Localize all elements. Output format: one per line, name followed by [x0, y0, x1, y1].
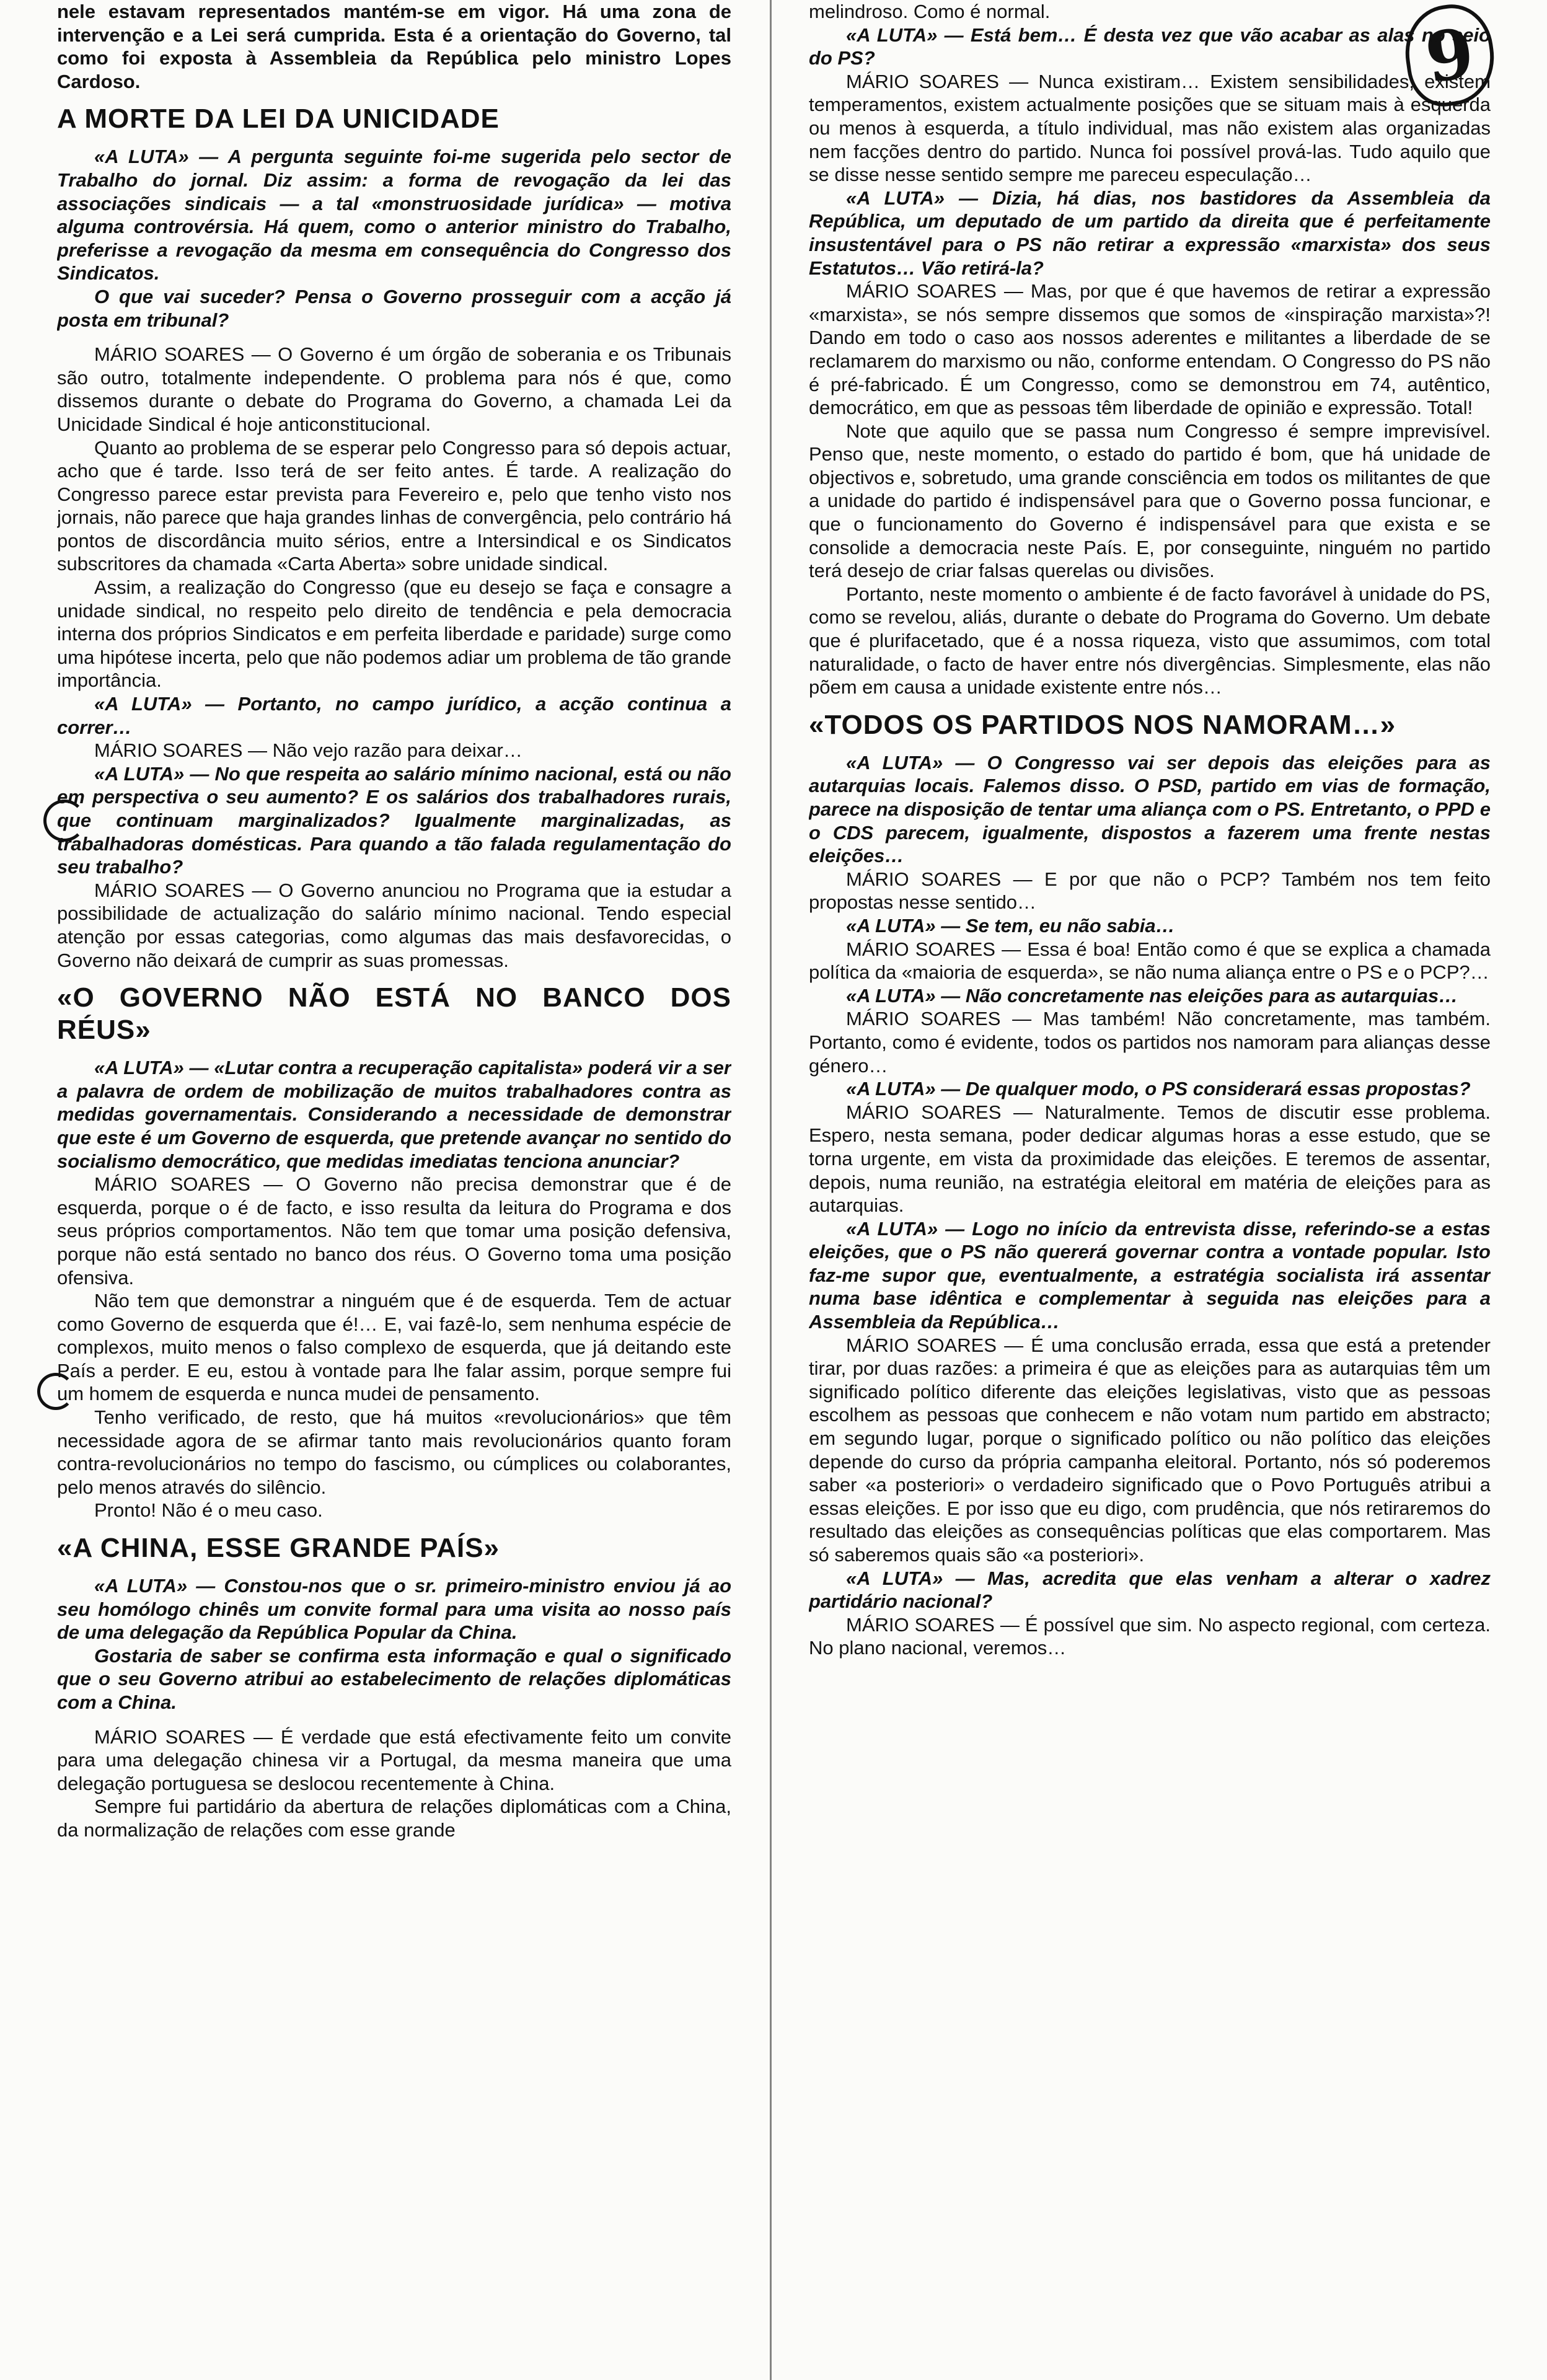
speaker-name: MÁRIO SOARES	[94, 879, 245, 901]
answer-paragraph	[809, 70, 1491, 187]
speaker-name: MÁRIO SOARES	[94, 343, 245, 366]
answer-text: — O Governo não precisa demonstrar que é de esquerda, porque o é de facto, e isso resulta da leitura do Programa e dos seus próprios comportamentos. Não tem que tomar uma posição defensiva, porque não está sentado no banco dos réus. O Governo toma uma posição ofensiva.	[57, 1173, 731, 1289]
question-paragraph: «A LUTA» — Se tem, eu não sabia…	[846, 914, 1175, 937]
paragraph: melindroso. Como é normal.	[809, 1, 1051, 22]
paragraph: nele estavam representados mantém-se em vigor. Há uma zona de intervenção e a Lei será cumprida. Esta é a orientação do Governo, tal como foi exposta à Assembleia da República pelo ministro Lopes Cardoso.	[57, 1, 731, 92]
paragraph: Pronto! Não é o meu caso.	[94, 1499, 323, 1522]
answer-text: — Não vejo razão para deixar…	[242, 739, 522, 762]
answer-text: — Mas, por que é que havemos de retirar a expressão «marxista», se nós sempre dissemos que somos de «inspiração marxista»?! Dando em todo o caso aos nossos aderentes e militantes a liberdade de se reclamarem do marxismo ou não, conforme entendam. O Congresso do PS não é pré-fabricado. É um Congresso, como se demonstrou em 74, autêntico, democrático, em que as pessoas têm liberdade de opinião e expressão. Total!	[809, 280, 1491, 419]
answer-paragraph	[57, 879, 731, 972]
paragraph: Assim, a realização do Congresso (que eu desejo se faça e consagre a unidade sindical, no respeito pelo direito de tendência e pela democracia interna dos próprios Sindicatos e em perfeita liberdade e paridade) surge como uma hipótese incerta, pelo que não podemos adiar um problema de tão grande importância.	[57, 576, 731, 692]
answer-text: — Nunca existiram… Existem sensibilidades, existem temperamentos, existem actualmente posições que se situam mais à esquerda ou menos à esquerda, a título individual, mas não existem alas organizadas nem facções dentro do partido. Nunca foi possível prová-las. Tudo aquilo que se disse nesse sentido sempre me pareceu especulação…	[809, 70, 1491, 186]
answer-text: — É uma conclusão errada, essa que está a pretender tirar, por duas razões: a primeira é que as eleições para as autarquias têm um significado político diferente das eleições legislativas, visto que as pessoas escolhem as pessoas que conhecem e não votam num partido em abstracto; em segundo lugar, porque o significado político ou não político das eleições depende do curso da própria campanha eleitoral. Portanto, nós só poderemos saber «a posteriori» o verdadeiro significado que o Povo Português atribui a essas eleições. E por isso que eu digo, com prudência, que nós retiraremos do resultado das eleições as consequências políticas que elas comportarem. Mas só saberemos quais são «a posteriori».	[809, 1334, 1491, 1566]
handwritten-page-number: 9	[1399, 0, 1500, 111]
question-paragraph: «A LUTA» — A pergunta seguinte foi-me sugerida pelo sector de Trabalho do jornal. Diz assim: a forma de revogação da lei das associações sindicais — a tal «monstruosidade jurídica» — motiva alguma controvérsia. Há quem, como o anterior ministro do Trabalho, preferisse a revogação da mesma em consequência do Congresso dos Sindicatos.	[57, 146, 731, 284]
question-paragraph: «A LUTA» — «Lutar contra a recuperação capitalista» poderá vir a ser a palavra de ordem de mobilização de muitos trabalhadores contra as medidas governamentais. Considerando a necessidade de demonstrar que este é um Governo de esquerda, que pretende avançar no sentido do socialismo democrático, que medidas imediatas tenciona anunciar?	[57, 1057, 731, 1172]
answer-paragraph	[57, 739, 731, 762]
section-heading: «TODOS OS PARTIDOS NOS NAMORAM…»	[809, 709, 1396, 740]
paragraph: Quanto ao problema de se esperar pelo Congresso para só depois actuar, acho que é tarde. Isso terá de ser feito antes. É tarde. A realização do Congresso parece estar prevista para Fevereiro e, pelo que tenho visto nos jornais, não parece que haja grandes linhas de convergência, pelo contrário há pontos de discordância muito sérios, entre a Intersindical e os Sindicatos subscritores da chamada «Carta Aberta» sobre unidade sindical.	[57, 436, 731, 575]
question-paragraph: «A LUTA» — Mas, acredita que elas venham a alterar o xadrez partidário nacional?	[809, 1567, 1491, 1613]
answer-paragraph	[57, 1173, 731, 1289]
paragraph: Não tem que demonstrar a ninguém que é de esquerda. Tem de actuar como Governo de esquerda que é!… E, vai fazê-lo, sem nenhuma espécie de complexos, muito menos o falso complexo de esquerda, que já deitando este País a perder. E eu, estou à vontade para lhe falar assim, porque sempre fui um homem de esquerda e nunca mudei de pensamento.	[57, 1290, 731, 1405]
answer-text: — O Governo é um órgão de soberania e os Tribunais são outro, totalmente independente. O problema para nós é que, como dissemos durante o debate do Programa do Governo, a chamada Lei da Unicidade Sindical é hoje anticonstitucional.	[57, 343, 731, 435]
section-heading: «O GOVERNO NÃO ESTÁ NO BANCO DOS RÉUS»	[57, 982, 731, 1046]
left-column	[57, 0, 731, 2355]
speaker-name: MÁRIO SOARES	[846, 868, 1002, 890]
answer-paragraph	[57, 1726, 731, 1796]
answer-text: — É possível que sim. No aspecto regional, com certeza. No plano nacional, veremos…	[809, 1613, 1491, 1659]
speaker-name: MÁRIO SOARES	[94, 1726, 245, 1748]
question-paragraph: «A LUTA» — Constou-nos que o sr. primeiro-ministro enviou já ao seu homólogo chinês um convite formal para uma visita ao nosso país de uma delegação da República Popular da China.	[57, 1575, 731, 1644]
question-paragraph: Gostaria de saber se confirma esta informação e qual o significado que o seu Governo atribui ao estabelecimento de relações diplomáticas com a China.	[57, 1644, 731, 1713]
question-paragraph: «A LUTA» — Não concretamente nas eleições para as autarquias…	[846, 984, 1458, 1007]
column-divider	[770, 0, 772, 2380]
answer-paragraph	[809, 938, 1491, 984]
question-paragraph: «A LUTA» — Logo no início da entrevista disse, referindo-se a estas eleições, que o PS não quererá governar contra a vontade popular. Isto faz-me supor que, eventualmente, a estratégia socialista irá assentar numa base idêntica e complementar à seguida nas eleições para a Assembleia da República…	[809, 1217, 1491, 1333]
right-column	[809, 0, 1491, 2355]
paragraph: Note que aquilo que se passa num Congresso é sempre imprevisível. Penso que, neste momento, o estado do partido é bom, que há unidade de objectivos e, sobretudo, uma grande consciência em todos os militantes de que a unidade do partido é indispensável para que o Governo possa funcionar, e que o funcionamento do Governo é indispensável para que exista e se consolide a democracia neste País. E, por conseguinte, ninguém no partido terá desejo de criar falsas querelas ou divisões.	[809, 420, 1491, 582]
section-heading: A MORTE DA LEI DA UNICIDADE	[57, 104, 500, 134]
answer-paragraph	[809, 1101, 1491, 1217]
answer-text: — Mas também! Não concretamente, mas também. Portanto, como é evidente, todos os partidos nos namoram para alianças desse género…	[809, 1008, 1491, 1077]
question-paragraph: O que vai suceder? Pensa o Governo prosseguir com a acção já posta em tribunal?	[57, 285, 731, 331]
answer-text: — E por que não o PCP? Também nos tem feito propostas nesse sentido…	[809, 868, 1491, 914]
speaker-name: MÁRIO SOARES	[846, 70, 999, 92]
speaker-name: MÁRIO SOARES	[846, 1101, 1002, 1123]
question-paragraph: «A LUTA» — Portanto, no campo jurídico, a acção continua a correr…	[57, 693, 731, 738]
paragraph: Sempre fui partidário da abertura de relações diplomáticas com a China, da normalização de relações com esse grande	[57, 1796, 731, 1841]
paragraph: Tenho verificado, de resto, que há muitos «revolucionários» que têm necessidade agora de se afirmar tanto mais revolucionários quanto foram contra-revolucionários no tempo do fascismo, ou cúmplices ou colaborantes, pelo menos através do silêncio.	[57, 1406, 731, 1498]
answer-paragraph	[809, 1613, 1491, 1660]
answer-paragraph	[57, 343, 731, 436]
question-paragraph: «A LUTA» — O Congresso vai ser depois das eleições para as autarquias locais. Falemos disso. O PSD, partido em vias de formação, parece na disposição de tentar uma aliança com o PS. Entretanto, o PPD e o CDS parecem, igualmente, dispostos a fazerem uma frente nestas eleições…	[809, 751, 1491, 867]
question-paragraph: «A LUTA» — No que respeita ao salário mínimo nacional, está ou não em perspectiva o seu aumento? E os salários dos trabalhadores rurais, que continuam marginalizados? Igualmente marginalizadas, as trabalhadoras domésticas. Para quando a tão falada regulamentação do seu trabalho?	[57, 762, 731, 878]
answer-paragraph	[809, 1007, 1491, 1077]
answer-paragraph	[809, 868, 1491, 914]
speaker-name: MÁRIO SOARES	[846, 1613, 995, 1636]
paragraph: Portanto, neste momento o ambiente é de facto favorável à unidade do PS, como se revelou, aliás, durante o debate do Programa do Governo. Um debate que é plurifacetado, que é a nossa riqueza, visto que assumimos, com total naturalidade, o facto de haver entre nós divergências. Simplesmente, elas não põem em causa a unidade existente entre nós…	[809, 583, 1491, 699]
speaker-name: MÁRIO SOARES	[846, 280, 997, 302]
speaker-name: MÁRIO SOARES	[846, 938, 995, 960]
answer-text: — Naturalmente. Temos de discutir esse problema. Espero, nesta semana, poder dedicar algumas horas a esse estudo, que se torna urgente, em vista da proximidade das eleições. E teremos de assentar, depois, numa reunião, na estratégia eleitoral em matéria de eleições para as autarquias.	[809, 1101, 1491, 1217]
question-paragraph: «A LUTA» — Está bem… É desta vez que vão acabar as alas no seio do PS?	[809, 24, 1491, 69]
question-paragraph: «A LUTA» — Dizia, há dias, nos bastidores da Assembleia da República, um deputado de um partido da direita que é perfeitamente insustentável para o PS não retirar a expressão «marxista» dos seus Estatutos… Vão retirá-la?	[809, 187, 1491, 279]
speaker-name: MÁRIO SOARES	[846, 1008, 1001, 1030]
answer-text: — É verdade que está efectivamente feito um convite para uma delegação chinesa vir a Portugal, da mesma maneira que uma delegação portuguesa se deslocou recentemente à China.	[57, 1726, 731, 1794]
question-paragraph: «A LUTA» — De qualquer modo, o PS considerará essas propostas?	[846, 1078, 1471, 1100]
answer-paragraph	[809, 280, 1491, 420]
section-heading: «A CHINA, ESSE GRANDE PAÍS»	[57, 1533, 500, 1564]
answer-text: — O Governo anunciou no Programa que ia estudar a possibilidade de actualização do salário mínimo nacional. Tendo especial atenção por essas categorias, como algumas das mais desfavorecidas, o Governo não deixará de cumprir as suas promessas.	[57, 879, 731, 971]
speaker-name: MÁRIO SOARES	[94, 739, 243, 762]
speaker-name: MÁRIO SOARES	[846, 1334, 997, 1356]
speaker-name: MÁRIO SOARES	[94, 1173, 250, 1196]
answer-text: — Essa é boa! Então como é que se explica a chamada política da «maioria de esquerda», se não numa aliança entre o PS e o PCP?…	[809, 938, 1491, 984]
answer-paragraph	[809, 1334, 1491, 1567]
